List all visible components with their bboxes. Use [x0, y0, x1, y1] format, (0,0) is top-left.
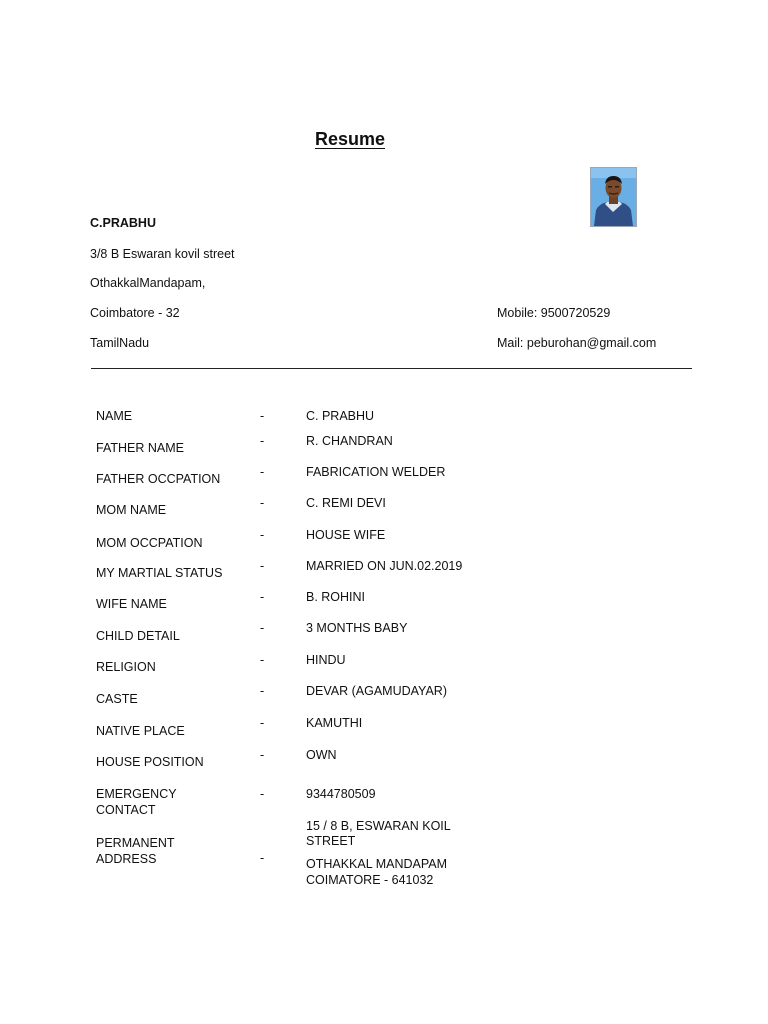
detail-separator: - — [260, 851, 265, 865]
detail-label: RELIGION — [96, 660, 156, 674]
address-line-3: Coimbatore - 32 — [90, 306, 180, 320]
portrait-image — [591, 168, 636, 226]
detail-separator: - — [260, 528, 265, 542]
detail-value: FABRICATION WELDER — [306, 465, 446, 479]
detail-label: NATIVE PLACE — [96, 724, 185, 738]
detail-value: R. CHANDRAN — [306, 434, 393, 448]
detail-value: HOUSE WIFE — [306, 528, 386, 542]
header-divider — [91, 368, 692, 369]
emergency-label-line2: CONTACT — [96, 803, 156, 817]
detail-separator: - — [260, 716, 265, 730]
detail-separator: - — [260, 653, 265, 667]
emergency-contact-value: 9344780509 — [306, 787, 376, 801]
detail-separator: - — [260, 559, 265, 573]
page-title: Resume — [314, 129, 386, 149]
detail-label: FATHER NAME — [96, 441, 184, 455]
detail-value: HINDU — [306, 653, 346, 667]
address-line-1: 3/8 B Eswaran kovil street — [90, 247, 235, 261]
detail-value: MARRIED ON JUN.02.2019 — [306, 559, 463, 573]
permanent-address-label-line1: PERMANENT — [96, 836, 175, 850]
detail-separator: - — [260, 465, 265, 479]
detail-label: WIFE NAME — [96, 597, 167, 611]
detail-value: OWN — [306, 748, 337, 762]
detail-label: NAME — [96, 409, 133, 423]
candidate-name: C.PRABHU — [90, 216, 156, 230]
detail-separator: - — [260, 434, 265, 448]
address-line-4: TamilNadu — [90, 336, 150, 350]
detail-separator: - — [260, 787, 265, 801]
detail-separator: - — [260, 621, 265, 635]
detail-value: C. PRABHU — [306, 409, 375, 423]
permanent-address-label-line2: ADDRESS — [96, 852, 157, 866]
detail-separator: - — [260, 590, 265, 604]
detail-label: MOM OCCPATION — [96, 536, 203, 550]
emergency-label-line1: EMERGENCY — [96, 787, 177, 801]
detail-label: MOM NAME — [96, 503, 167, 517]
detail-label: HOUSE POSITION — [96, 755, 204, 769]
detail-separator: - — [260, 409, 265, 423]
profile-photo — [590, 167, 637, 227]
mobile-number: Mobile: 9500720529 — [497, 306, 611, 320]
detail-label: CHILD DETAIL — [96, 629, 180, 643]
detail-label: MY MARTIAL STATUS — [96, 566, 223, 580]
detail-value: 3 MONTHS BABY — [306, 621, 408, 635]
permanent-address-line-3: OTHAKKAL MANDAPAM — [306, 857, 447, 871]
detail-label: CASTE — [96, 692, 138, 706]
detail-value: KAMUTHI — [306, 716, 363, 730]
detail-label: FATHER OCCPATION — [96, 472, 221, 486]
address-line-2: OthakkalMandapam, — [90, 276, 206, 290]
email-address: Mail: peburohan@gmail.com — [497, 336, 657, 350]
detail-value: B. ROHINI — [306, 590, 366, 604]
detail-value: DEVAR (AGAMUDAYAR) — [306, 684, 447, 698]
permanent-address-line-4: COIMATORE - 641032 — [306, 873, 434, 887]
detail-value: C. REMI DEVI — [306, 496, 386, 510]
detail-separator: - — [260, 748, 265, 762]
permanent-address-line-2: STREET — [306, 834, 356, 848]
detail-separator: - — [260, 496, 265, 510]
detail-separator: - — [260, 684, 265, 698]
permanent-address-line-1: 15 / 8 B, ESWARAN KOIL — [306, 819, 451, 833]
